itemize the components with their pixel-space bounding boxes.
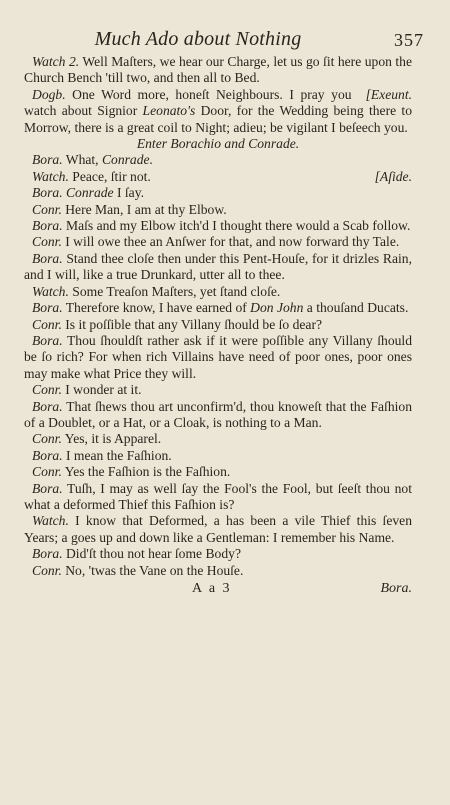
speech-text: That ſhews thou art unconfirm'd, thou knoweſt that the Faſhion of a Doublet, or a Hat, or a Cloak, is nothing to a Man.	[24, 398, 412, 430]
speech-text: Peace, ſtir not.	[68, 168, 151, 184]
speaker-name: Bora.	[32, 185, 63, 201]
speech-paragraph	[24, 54, 412, 87]
speech-text: I will owe thee an Anſwer for that, and now forward thy Tale.	[61, 234, 400, 250]
speaker-name: Conr.	[32, 562, 62, 578]
speech-paragraph	[24, 448, 412, 464]
speech-paragraph	[24, 513, 412, 546]
speaker-name: Bora.	[32, 480, 63, 496]
speech-text: Door, for the Wedding being there to Morrow, there is a great coil to Night; adieu; be vigilant I beſeech you.	[24, 103, 412, 135]
speaker-name: Watch.	[32, 168, 69, 184]
speaker-name: Bora.	[32, 218, 63, 234]
speech-paragraph	[24, 218, 412, 234]
speech-text: One Word more, honeſt Neighbours. I pray you watch about Signior	[24, 86, 352, 119]
speaker-name: Bora.	[32, 300, 63, 316]
speech-paragraph	[24, 234, 412, 250]
speaker-name: Conr.	[32, 234, 62, 250]
speaker-name: Bora.	[32, 398, 63, 414]
italic-text: Don John	[250, 300, 304, 316]
italic-text: Conrade	[62, 185, 114, 201]
speech-text: Therefore know, I have earned of	[62, 300, 251, 316]
page-footer	[24, 581, 412, 601]
speech-text: Well Maſters, we hear our Charge, let us go ſit here upon the Church Bench 'till two, and then all to Bed.	[24, 54, 412, 86]
speech-paragraph	[24, 202, 412, 218]
speech-text: I wonder at it.	[61, 382, 142, 398]
speaker-name: Watch.	[32, 513, 69, 529]
page-number: 357	[394, 30, 424, 50]
speech-paragraph	[24, 169, 412, 185]
speech-paragraph	[24, 546, 412, 562]
speech-paragraph	[24, 87, 412, 136]
speech-paragraph	[24, 464, 412, 480]
exit-direction: [Aſide.	[374, 168, 412, 184]
speaker-name: Bora.	[32, 546, 63, 562]
speech-text: Some Treaſon Maſters, yet ſtand cloſe.	[68, 283, 281, 299]
speech-text: a thouſand Ducats.	[303, 300, 409, 316]
speech-paragraph	[24, 251, 412, 284]
catchword: Bora.	[380, 581, 412, 596]
entrance-direction: Enter Borachio and Conrade.	[136, 136, 300, 152]
speaker-name: Conr.	[32, 201, 62, 217]
speaker-name: Conr.	[32, 464, 62, 480]
speaker-name: Bora.	[32, 332, 63, 348]
italic-text: Leonato's	[142, 103, 196, 119]
speech-text: Did'ſt thou not hear ſome Body?	[62, 546, 241, 562]
speech-text: Tuſh, I may as well ſay the Fool's the Fool, but ſeeſt thou not what a deformed Thief this Faſhion is?	[24, 480, 412, 512]
signature-mark: A a 3	[192, 581, 232, 596]
speech-text: Is it poſſible that any Villany ſhould be ſo dear?	[61, 316, 323, 332]
speech-paragraph	[24, 431, 412, 447]
speech-text: Yes the Faſhion is the Faſhion.	[61, 464, 231, 480]
speaker-name: Conr.	[32, 316, 62, 332]
running-title: Much Ado about Nothing	[94, 28, 302, 50]
speech-text: What,	[62, 152, 102, 168]
speech-paragraph	[24, 333, 412, 382]
speech-paragraph	[24, 399, 412, 432]
speech-paragraph	[24, 382, 412, 398]
italic-text: Conrade.	[101, 152, 153, 168]
speech-paragraph	[24, 563, 412, 579]
page-body	[24, 54, 412, 579]
speech-paragraph	[24, 284, 412, 300]
speech-paragraph	[24, 481, 412, 514]
speaker-name: Watch.	[32, 283, 69, 299]
speaker-name: Bora.	[32, 250, 63, 266]
speech-paragraph	[24, 317, 412, 333]
speech-text: No, 'twas the Vane on the Houſe.	[61, 562, 244, 578]
page-header	[24, 26, 424, 54]
speaker-name: Conr.	[32, 382, 62, 398]
speech-text: Yes, it is Apparel.	[61, 431, 162, 447]
speech-text: Stand thee cloſe then under this Pent-Houſe, for it drizles Rain, and I will, like a true Drunkard, utter all to thee.	[24, 250, 412, 283]
speech-text: I ſay.	[113, 185, 145, 201]
speech-paragraph	[24, 185, 412, 201]
speaker-name: Bora.	[32, 447, 63, 463]
speech-text: I know that Deformed, a has been a vile Thief this ſeven Years; a goes up and down like a Gentleman: I remember his Name.	[24, 513, 412, 545]
speech-paragraph	[24, 300, 412, 316]
speech-paragraph	[24, 152, 412, 168]
speech-text: Here Man, I am at thy Elbow.	[61, 201, 227, 217]
speaker-name: Bora.	[32, 152, 63, 168]
speaker-name: Watch 2.	[32, 54, 80, 69]
stage-direction	[24, 136, 412, 152]
speech-text: Thou ſhouldſt rather ask if it were poſſible any Villany ſhould be ſo rich? For when rich Villains have need of poor ones, poor ones may make what Price they will.	[24, 332, 412, 381]
speaker-name: Dogb.	[32, 86, 66, 102]
speaker-name: Conr.	[32, 431, 62, 447]
speech-text: I mean the Faſhion.	[62, 447, 172, 463]
speech-text: Maſs and my Elbow itch'd I thought there would a Scab follow.	[62, 218, 411, 234]
exit-direction: [Exeunt.	[365, 86, 412, 102]
